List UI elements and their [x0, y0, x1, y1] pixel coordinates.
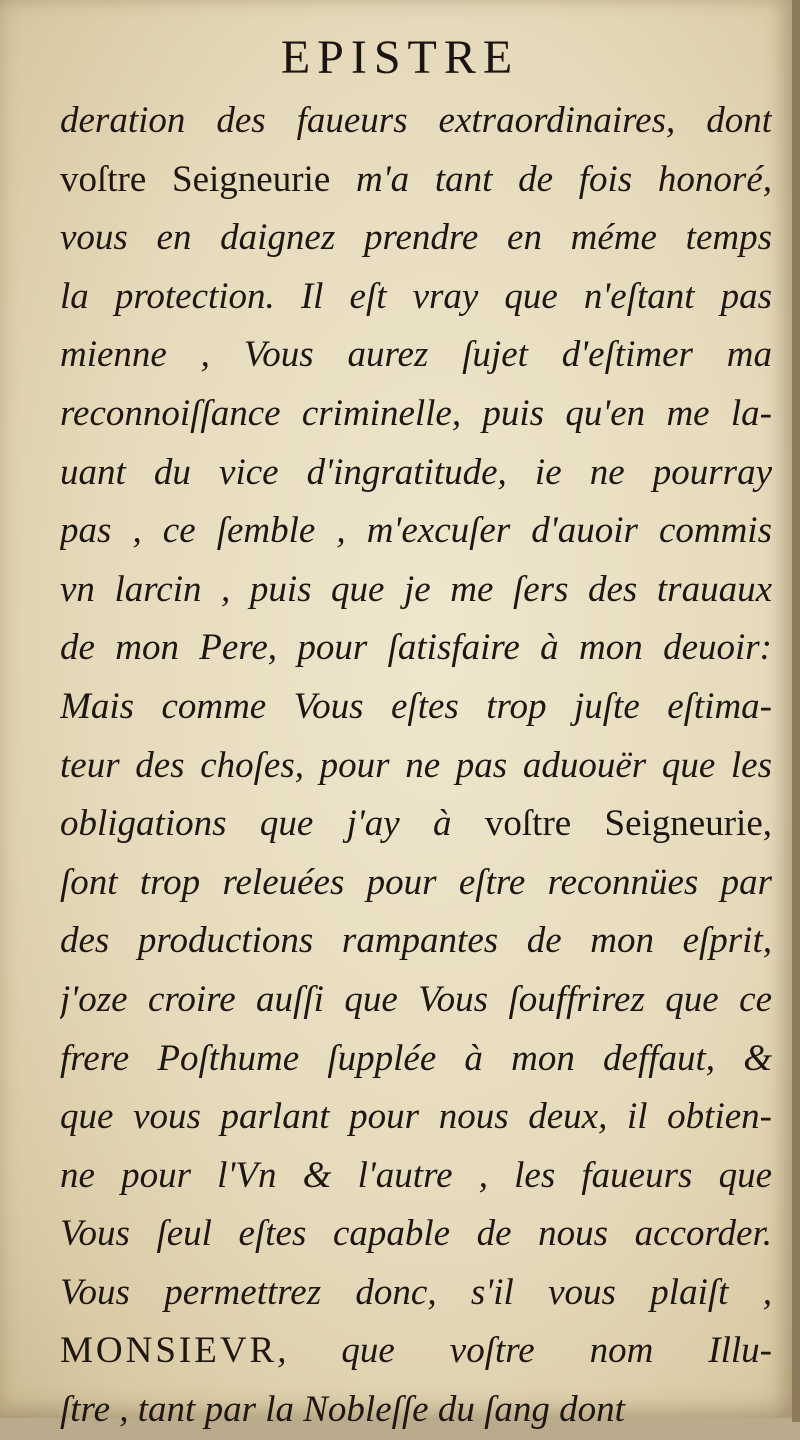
- text-segment: ſont trop releuées pour eſtre reconnües par: [60, 861, 772, 903]
- text-line: [60, 268, 772, 327]
- text-line: [60, 1088, 772, 1147]
- text-segment: pas , ce ſemble , m'excuſer d'auoir commis: [60, 510, 772, 552]
- body-text: [60, 92, 772, 1440]
- text-line: [60, 1264, 772, 1323]
- text-segment: j'oze croire auſſi que Vous ſouffrirez que ce: [60, 978, 772, 1020]
- text-segment: deration des faueurs extraordinaires, dont: [60, 100, 772, 141]
- text-line: [60, 151, 772, 210]
- text-line: [60, 1381, 772, 1440]
- text-segment: Vous ſeul eſtes capable de nous accorder.: [60, 1213, 772, 1255]
- text-line: [60, 209, 772, 268]
- text-segment: frere Poſthume ſupplée à mon deffaut, &: [60, 1037, 772, 1079]
- text-segment: de mon Pere, pour ſatisfaire à mon deuoir:: [60, 627, 772, 669]
- text-segment: teur des choſes, pour ne pas aduouër que les: [60, 744, 772, 786]
- text-segment: Mais comme Vous eſtes trop juſte eſtima-: [60, 685, 772, 727]
- text-line: [60, 1205, 772, 1264]
- text-line: [60, 444, 772, 503]
- text-line: [60, 561, 772, 620]
- text-segment: vous en daignez prendre en méme temps: [60, 217, 772, 259]
- text-segment: vn larcin , puis que je me ſers des trauaux: [60, 568, 772, 610]
- text-segment: Vous permettrez donc, s'il vous plaiſt ,: [60, 1271, 772, 1313]
- text-segment: m'a tant de fois honoré,: [355, 158, 772, 200]
- text-segment: uant du vice d'ingratitude, ie ne pourray: [60, 451, 772, 493]
- page-edge: [792, 0, 800, 1422]
- text-segment: MONSIEVR: [60, 1330, 278, 1372]
- text-line: [60, 912, 772, 971]
- text-segment: voſtre Seigneurie,: [484, 803, 772, 845]
- text-segment: ſtre , tant par la Nobleſſe du ſang dont: [60, 1389, 625, 1431]
- running-head: EPISTRE: [280, 31, 520, 84]
- text-line: [60, 92, 772, 151]
- text-segment: voſtre Seigneurie: [60, 158, 356, 200]
- text-segment: ne pour l'Vn & l'autre , les faueurs que: [60, 1154, 772, 1196]
- text-line: [60, 385, 772, 444]
- text-segment: des productions rampantes de mon eſprit,: [60, 920, 772, 962]
- text-line: [60, 326, 772, 385]
- text-line: [60, 678, 772, 737]
- text-line: [60, 971, 772, 1030]
- text-line: [60, 854, 772, 913]
- text-segment: , que voſtre nom Illu-: [277, 1330, 772, 1372]
- text-line: [60, 502, 772, 561]
- text-line: [60, 737, 772, 796]
- text-segment: obligations que j'ay à: [60, 803, 485, 845]
- text-segment: la protection. Il eſt vray que n'eſtant pas: [60, 275, 772, 317]
- text-line: [60, 1030, 772, 1089]
- text-line: [60, 1322, 772, 1381]
- text-segment: mienne , Vous aurez ſujet d'eſtimer ma: [60, 334, 772, 376]
- text-segment: reconnoiſſance criminelle, puis qu'en me la-: [60, 392, 772, 434]
- text-segment: que vous parlant pour nous deux, il obtien-: [60, 1096, 772, 1138]
- text-line: [60, 795, 772, 854]
- text-line: [60, 1147, 772, 1206]
- text-line: [60, 619, 772, 678]
